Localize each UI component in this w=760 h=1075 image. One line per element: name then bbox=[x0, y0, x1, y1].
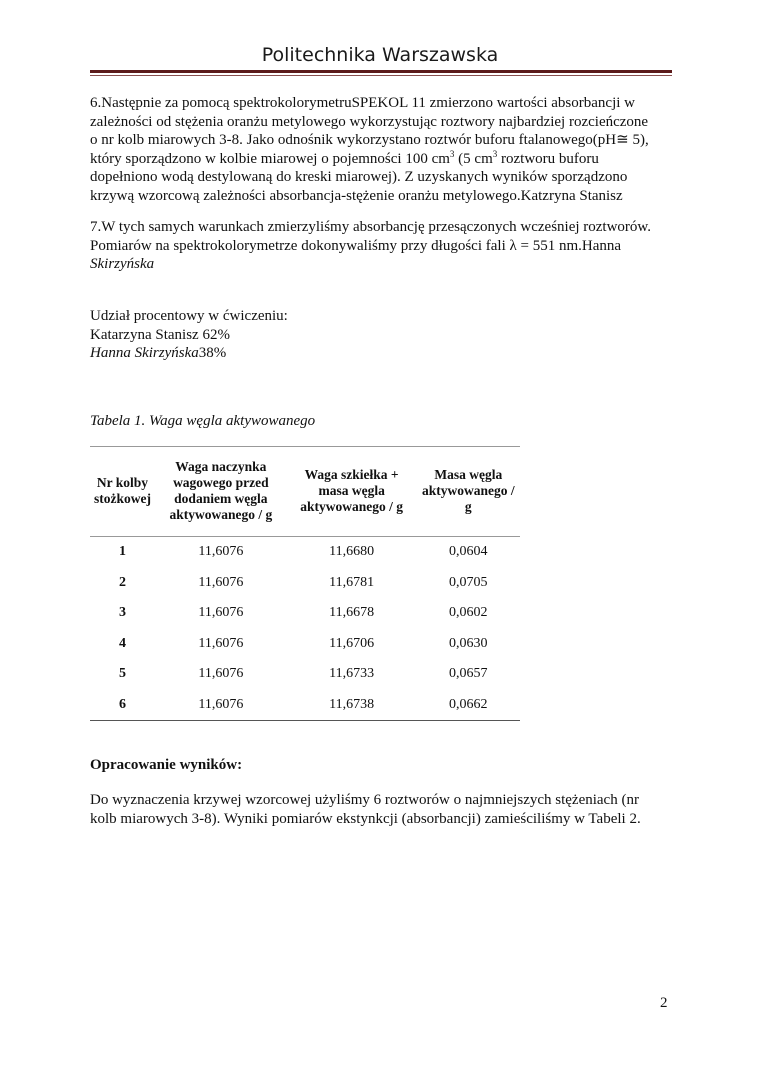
table-row bbox=[90, 598, 520, 629]
table-cell: 0,0705 bbox=[449, 574, 488, 590]
contribution-line bbox=[90, 344, 672, 363]
text-line: Skirzyńska bbox=[90, 256, 155, 272]
text-line: Pomiarów na spektrokolorymetrze dokonywaliśmy przy długości fali λ = 551 nm.Hanna bbox=[90, 237, 622, 254]
table-cell: 11,6738 bbox=[287, 690, 417, 721]
text-line: o nr kolb miarowych 3-8. Jako odnośnik wykorzystano roztwór buforu ftalanowego(pH≅ 5), bbox=[90, 132, 649, 148]
section-7-paragraph bbox=[90, 218, 672, 274]
table-row bbox=[90, 659, 520, 690]
table-cell: 11,6076 bbox=[198, 635, 244, 651]
text-line: kolb miarowych 3-8). Wyniki pomiarów ekstynkcji (absorbancji) zamieściliśmy w Tabeli 2. bbox=[90, 810, 641, 827]
column-header: Nr kolby stożkowej bbox=[90, 446, 155, 537]
table-cell: 11,6678 bbox=[329, 605, 375, 621]
table-header-row bbox=[90, 446, 520, 537]
table-cell: 0,0657 bbox=[449, 666, 488, 682]
table-cell: 11,6076 bbox=[198, 666, 244, 682]
results-paragraph bbox=[90, 791, 672, 828]
table-row bbox=[90, 568, 520, 599]
superscript: 3 bbox=[492, 148, 498, 159]
table-cell: 4 bbox=[119, 635, 126, 651]
table-cell: 0,0604 bbox=[449, 544, 488, 560]
contributor-name: Hanna Skirzyńska bbox=[90, 345, 199, 361]
text-line: krzywą wzorcową zależności absorbancja-stężenie oranżu metylowego.Katzryna Stanisz bbox=[90, 187, 623, 204]
table-cell: 11,6076 bbox=[155, 690, 287, 721]
text-fragment: (5 cm bbox=[454, 150, 493, 167]
table-row bbox=[90, 690, 520, 721]
text-line: zależności od stężenia oranżu metylowego wykorzystując roztwory najbardziej rozcieńczone bbox=[90, 113, 649, 130]
table-cell: 0,0602 bbox=[449, 605, 488, 621]
table-cell: 11,6706 bbox=[329, 635, 375, 651]
text-line: 6.Następnie za pomocą spektrokolorymetruSPEKOL 11 zmierzono wartości absorbancji w bbox=[90, 95, 635, 111]
text-line bbox=[90, 150, 672, 169]
table-cell: 11,6781 bbox=[329, 574, 375, 590]
contribution-block bbox=[90, 307, 672, 363]
section-6-paragraph bbox=[90, 94, 672, 205]
header-rule-thick bbox=[90, 70, 672, 73]
table-cell: 11,6076 bbox=[198, 574, 244, 590]
header-rule-thin bbox=[90, 75, 672, 76]
column-header: Masa węgla aktywowanego / g bbox=[417, 446, 520, 537]
column-header: Waga szkiełka + masa węgla aktywowanego / g bbox=[287, 446, 417, 537]
text-line: Do wyznaczenia krzywej wzorcowej użyliśmy 6 roztworów o najmniejszych stężeniach (nr bbox=[90, 792, 639, 808]
table-cell: 1 bbox=[119, 544, 126, 560]
table-cell: 11,6733 bbox=[329, 666, 375, 682]
mass-table bbox=[90, 446, 520, 721]
contribution-line: Katarzyna Stanisz 62% bbox=[90, 326, 230, 343]
table-cell: 11,6076 bbox=[198, 605, 244, 621]
page-number: 2 bbox=[660, 995, 668, 1011]
text-line: 7.W tych samych warunkach zmierzyliśmy absorbancję przesączonych wcześniej roztworów. bbox=[90, 219, 652, 235]
superscript: 3 bbox=[449, 148, 455, 159]
table-row bbox=[90, 629, 520, 660]
table-cell: 0,0662 bbox=[417, 690, 520, 721]
table-cell: 2 bbox=[119, 574, 126, 590]
contribution-title: Udział procentowy w ćwiczeniu: bbox=[90, 308, 288, 324]
column-header: Waga naczynka wagowego przed dodaniem węgla aktywowanego / g bbox=[155, 446, 287, 537]
results-heading: Opracowanie wyników: bbox=[90, 757, 243, 773]
text-fragment: roztworu buforu bbox=[497, 150, 599, 167]
contributor-percent: 38% bbox=[198, 345, 227, 361]
table-row bbox=[90, 537, 520, 568]
table-cell: 11,6680 bbox=[329, 544, 375, 560]
table-cell: 3 bbox=[119, 605, 126, 621]
page-header-title: Politechnika Warszawska bbox=[261, 44, 499, 66]
table-cell: 0,0630 bbox=[449, 635, 488, 651]
text-fragment: który sporządzono w kolbie miarowej o pojemności 100 cm bbox=[90, 150, 450, 167]
table-cell: 6 bbox=[90, 690, 155, 721]
table-cell: 5 bbox=[119, 666, 126, 682]
text-line: dopełniono wodą destylowaną do kreski miarowej). Z uzyskanych wyników sporządzono bbox=[90, 169, 628, 185]
table-cell: 11,6076 bbox=[198, 544, 244, 560]
table-caption: Tabela 1. Waga węgla aktywowanego bbox=[90, 413, 316, 429]
